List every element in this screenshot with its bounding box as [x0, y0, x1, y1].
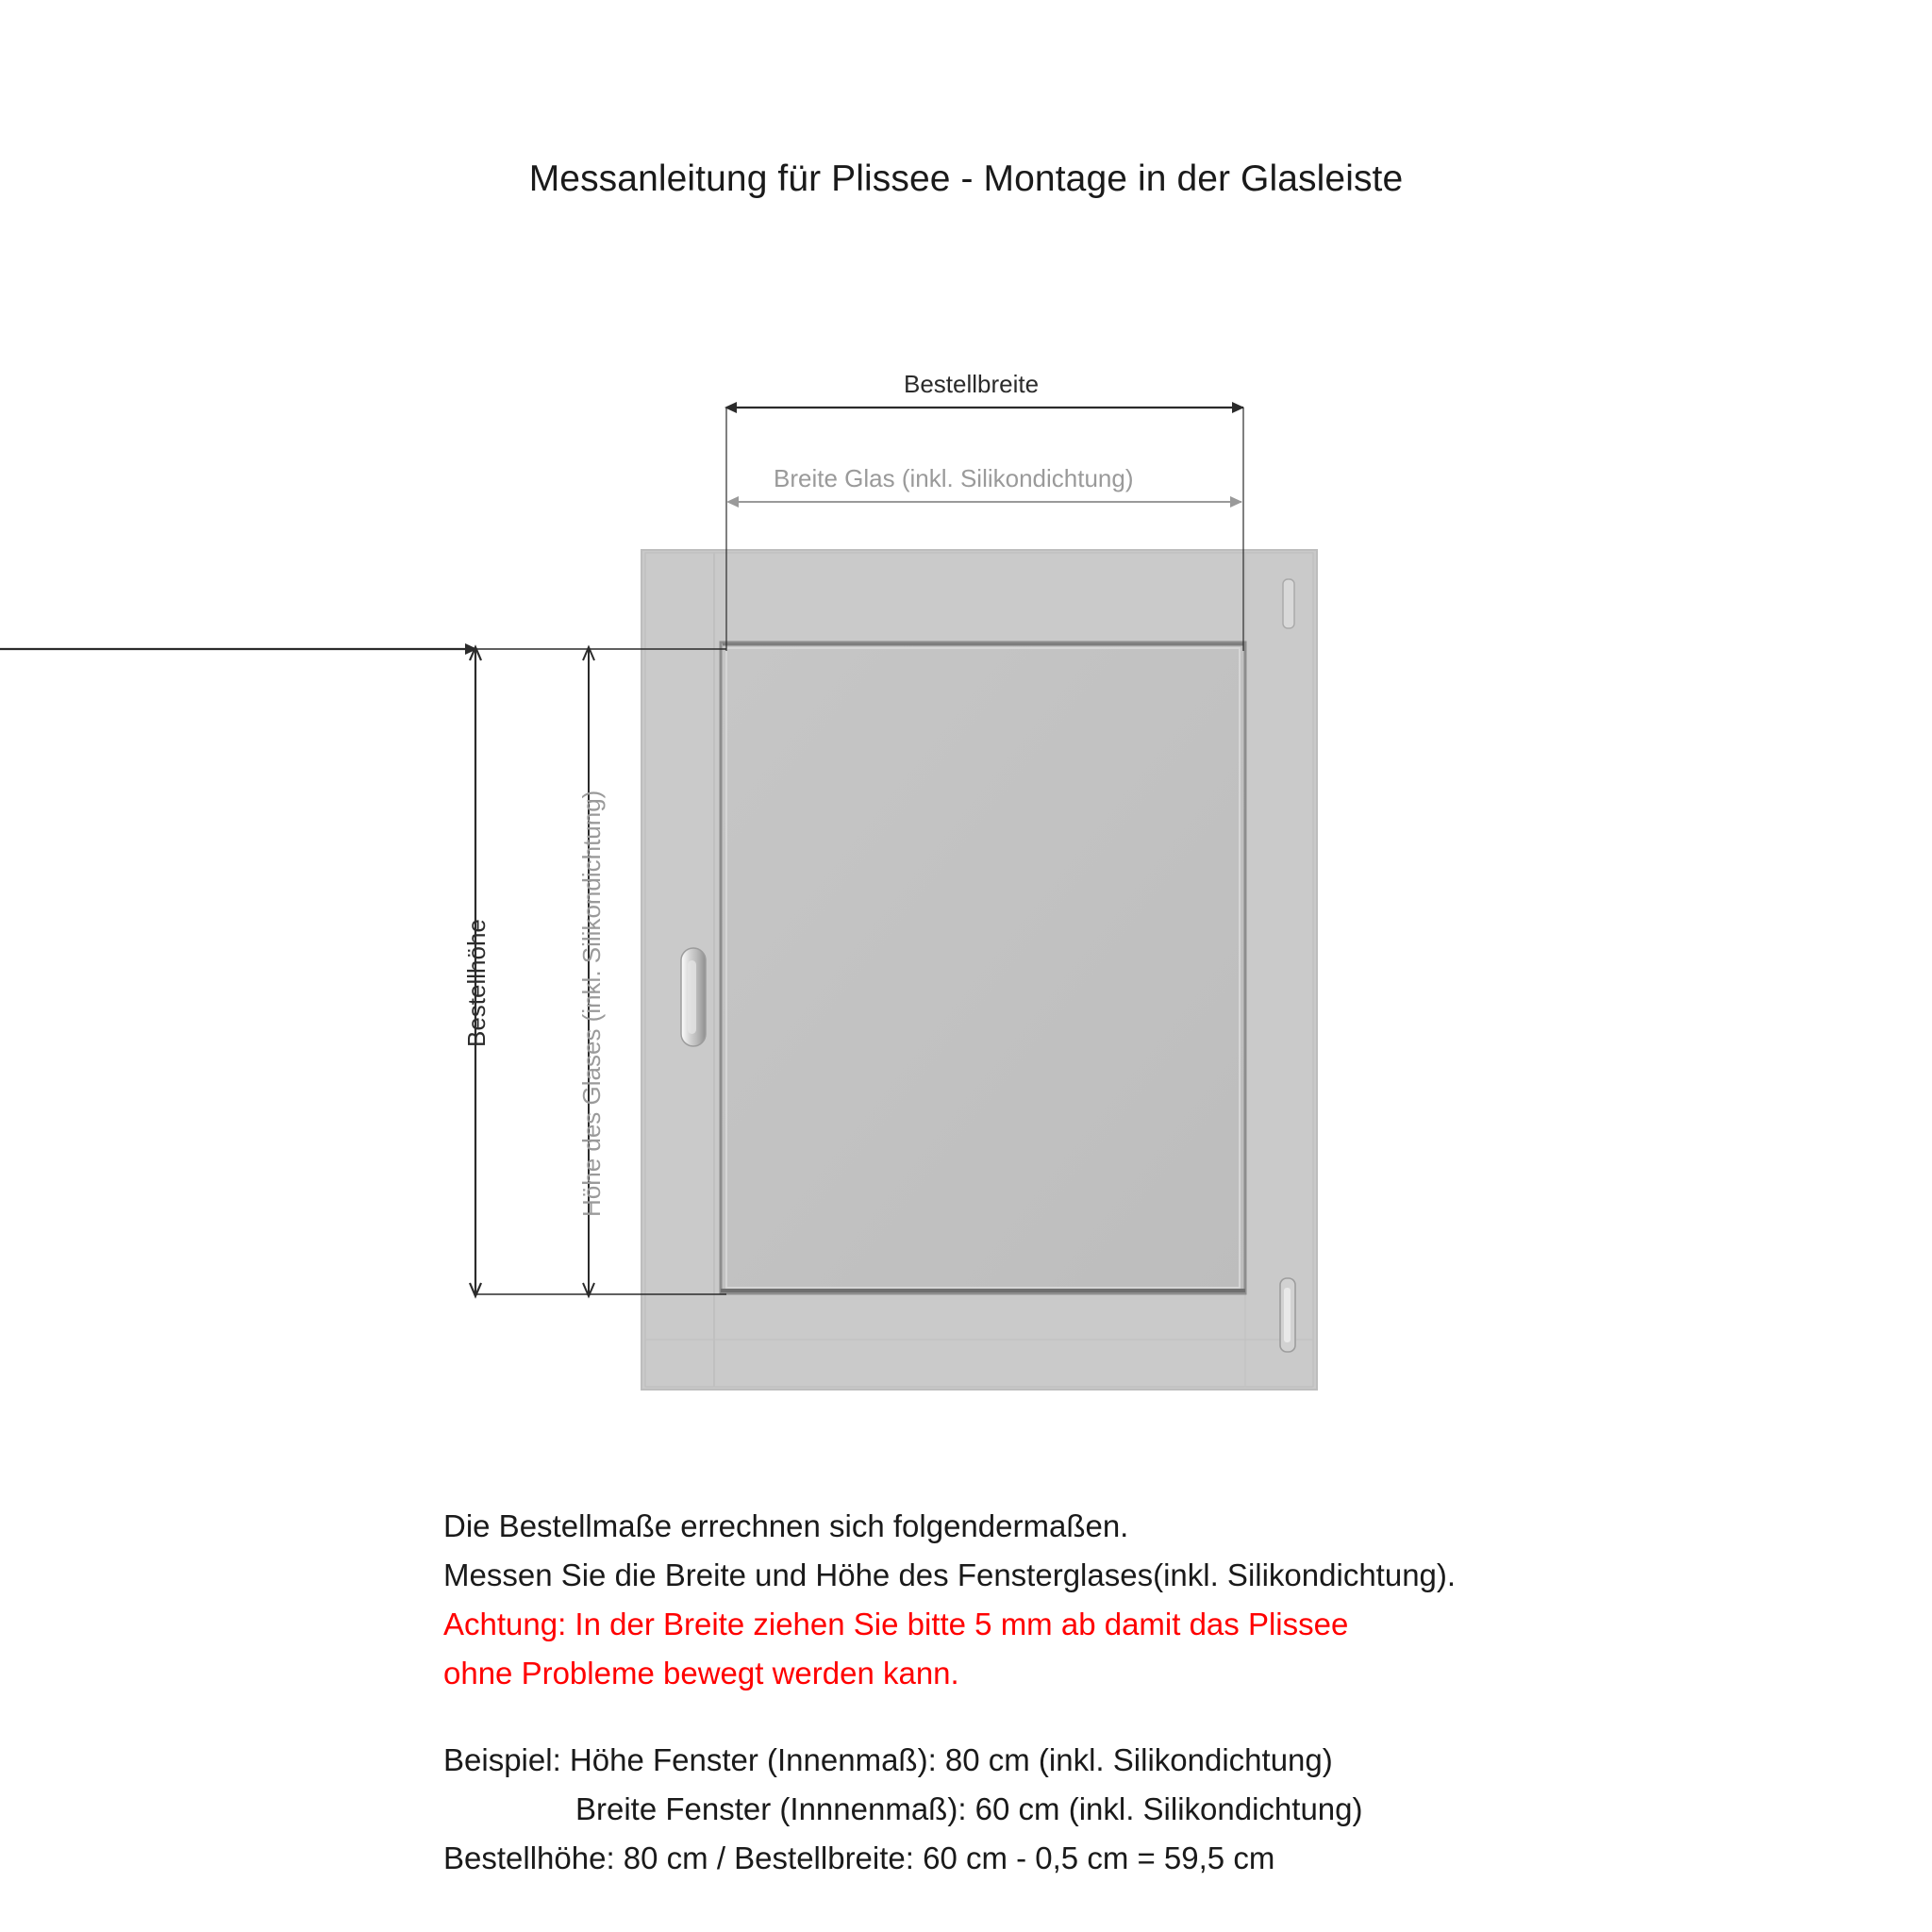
label-order-width: Bestellbreite [904, 370, 1040, 398]
label-glass-height: Höhe des Glases (inkl. Silikondichtung) [577, 790, 606, 1217]
instructions-block [443, 1502, 1764, 1883]
window-glass [721, 642, 1245, 1293]
warning-line-2: ohne Probleme bewegt werden kann. [443, 1656, 959, 1690]
window-handle [681, 948, 706, 1046]
instruction-line-2: Messen Sie die Breite und Höhe des Fensterglases(inkl. Silikondichtung). [443, 1557, 1457, 1592]
example-line-1: Beispiel: Höhe Fenster (Innenmaß): 80 cm (inkl. Silikondichtung) [443, 1742, 1333, 1777]
example-line-2: Breite Fenster (Innnenmaß): 60 cm (inkl. Silikondichtung) [575, 1791, 1363, 1826]
page-title: Messanleitung für Plissee - Montage in der Glasleiste [528, 158, 1404, 199]
instruction-line-1: Die Bestellmaße errechnen sich folgendermaßen. [443, 1508, 1129, 1543]
example-line-3: Bestellhöhe: 80 cm / Bestellbreite: 60 cm - 0,5 cm = 59,5 cm [443, 1840, 1275, 1875]
warning-line-1: Achtung: In der Breite ziehen Sie bitte 5 mm ab damit das Plissee [443, 1607, 1349, 1641]
dimension-order-height [0, 647, 726, 1296]
text-spacer [443, 1698, 1764, 1736]
label-order-height: Bestellhöhe [462, 919, 491, 1047]
label-glass-width: Breite Glas (inkl. Silikondichtung) [774, 464, 1134, 492]
